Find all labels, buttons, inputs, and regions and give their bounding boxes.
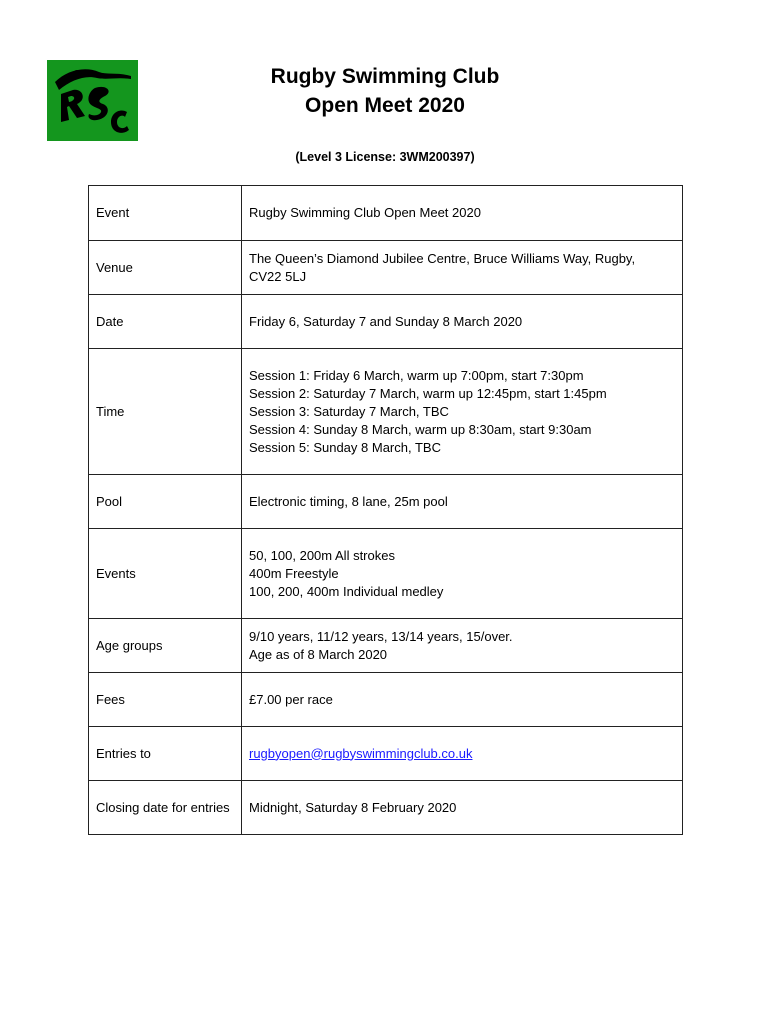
table-row	[89, 727, 683, 781]
row-value: £7.00 per race	[242, 673, 683, 727]
row-value	[242, 727, 683, 781]
row-label: Event	[89, 186, 242, 241]
table-row	[89, 529, 683, 619]
row-label: Venue	[89, 241, 242, 295]
row-value: The Queen’s Diamond Jubilee Centre, Bruce Williams Way, Rugby, CV22 5LJ	[242, 241, 683, 295]
row-label: Date	[89, 295, 242, 349]
row-label: Pool	[89, 475, 242, 529]
table-row	[89, 349, 683, 475]
entries-email-link[interactable]: rugbyopen@rugbyswimmingclub.co.uk	[249, 745, 473, 761]
row-value: Electronic timing, 8 lane, 25m pool	[242, 475, 683, 529]
row-value: 9/10 years, 11/12 years, 13/14 years, 15/over. Age as of 8 March 2020	[242, 619, 683, 673]
row-label: Fees	[89, 673, 242, 727]
table-row	[89, 673, 683, 727]
document-header	[90, 62, 680, 120]
table-row	[89, 241, 683, 295]
row-value: Rugby Swimming Club Open Meet 2020	[242, 186, 683, 241]
row-value: Friday 6, Saturday 7 and Sunday 8 March 2020	[242, 295, 683, 349]
row-label: Closing date for entries	[89, 781, 242, 835]
row-label: Events	[89, 529, 242, 619]
row-label: Time	[89, 349, 242, 475]
license-text: (Level 3 License: 3WM200397)	[295, 150, 475, 164]
table-row	[89, 295, 683, 349]
row-value: Midnight, Saturday 8 February 2020	[242, 781, 683, 835]
title-meet-name: Open Meet 2020	[305, 94, 465, 117]
row-label: Entries to	[89, 727, 242, 781]
table-row	[89, 186, 683, 241]
row-value: 50, 100, 200m All strokes 400m Freestyle 100, 200, 400m Individual medley	[242, 529, 683, 619]
table-row	[89, 475, 683, 529]
row-label: Age groups	[89, 619, 242, 673]
row-value: Session 1: Friday 6 March, warm up 7:00pm, start 7:30pm Session 2: Saturday 7 March, warm up 12:45pm, start 1:45pm Session 3: Saturday 7 March, TBC Session 4: Sunday 8 March, warm up 8:30am, start 9:30am Session 5: Sunday 8 March, TBC	[242, 349, 683, 475]
table-row	[89, 781, 683, 835]
meet-info-table	[88, 185, 683, 835]
title-club-name: Rugby Swimming Club	[270, 65, 500, 88]
table-row	[89, 619, 683, 673]
